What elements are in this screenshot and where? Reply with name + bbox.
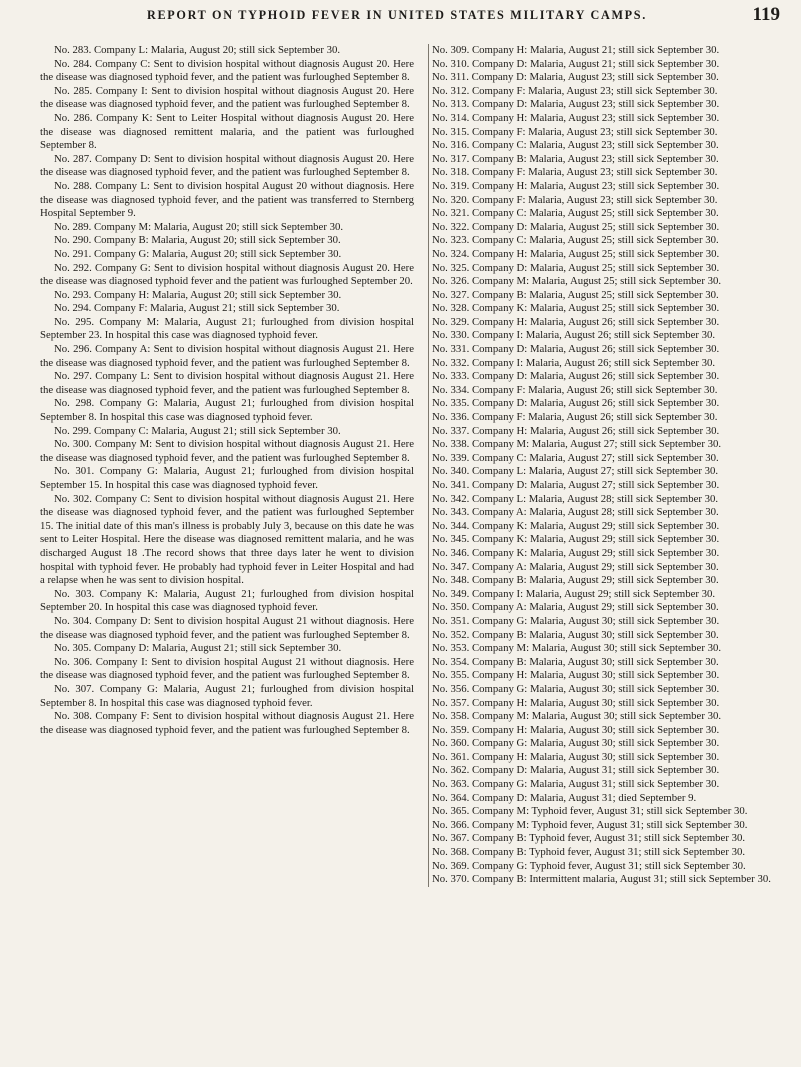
case-entry: No. 344. Company K: Malaria, August 29; still sick September 30. [432,519,720,532]
case-entry: No. 312. Company F: Malaria, August 23; still sick September 30. [432,84,718,97]
case-entry: No. 361. Company H: Malaria, August 30; still sick September 30. [432,750,720,763]
case-entry: No. 350. Company A: Malaria, August 29; still sick September 30. [432,601,719,614]
case-entry: No. 310. Company D: Malaria, August 21; still sick September 30. [432,57,720,70]
case-entry: No. 348. Company B: Malaria, August 29; still sick September 30. [432,574,719,587]
case-entry: No. 318. Company F: Malaria, August 23; still sick September 30. [432,166,718,179]
case-entry: No. 367. Company B: Typhoid fever, August 31; still sick September 30. [432,832,746,845]
case-entry: No. 368. Company B: Typhoid fever, August 31; still sick September 30. [432,846,746,859]
case-entry: No. 289. Company M: Malaria, August 20; still sick September 30. [54,220,344,233]
case-entry: No. 285. Company I: Sent to division hospital without diagnosis August 20. Here the disease was diagnosed typhoid fever, and the patient was furloughed September 8. [40,84,414,111]
case-entry: No. 331. Company D: Malaria, August 26; still sick September 30. [432,343,720,356]
case-entry: No. 358. Company M: Malaria, August 30; still sick September 30. [432,710,722,723]
case-entry: No. 343. Company A: Malaria, August 28; still sick September 30. [432,506,719,519]
page-header [40,2,780,28]
case-entry: No. 338. Company M: Malaria, August 27; still sick September 30. [432,438,722,451]
case-entry: No. 353. Company M: Malaria, August 30; still sick September 30. [432,642,722,655]
case-entry: No. 342. Company L: Malaria, August 28; still sick September 30. [432,492,719,505]
case-entry: No. 333. Company D: Malaria, August 26; still sick September 30. [432,370,720,383]
case-entry: No. 360. Company G: Malaria, August 30; still sick September 30. [432,737,720,750]
case-entry: No. 349. Company I: Malaria, August 29; still sick September 30. [432,587,716,600]
case-entry: No. 292. Company G: Sent to division hospital without diagnosis August 20. Here the disease was diagnosed typhoid fever and the patient was furloughed September 20. [40,261,414,288]
case-entry: No. 322. Company D: Malaria, August 25; still sick September 30. [432,220,720,233]
case-entry: No. 307. Company G: Malaria, August 21; furloughed from division hospital September 8. In hospital this case was diagnosed typhoid fever. [40,682,414,709]
case-entry: No. 334. Company F: Malaria, August 26; still sick September 30. [432,383,718,396]
case-entry: No. 346. Company K: Malaria, August 29; still sick September 30. [432,546,720,559]
case-entry: No. 293. Company H: Malaria, August 20; still sick September 30. [54,288,342,301]
case-entry: No. 283. Company L: Malaria, August 20; still sick September 30. [54,44,341,56]
case-entry: No. 332. Company I: Malaria, August 26; still sick September 30. [432,356,716,369]
case-entry: No. 357. Company H: Malaria, August 30; still sick September 30. [432,696,720,709]
case-entry: No. 319. Company H: Malaria, August 23; still sick September 30. [432,179,720,192]
case-entry: No. 328. Company K: Malaria, August 25; still sick September 30. [432,302,720,315]
case-entry: No. 364. Company D: Malaria, August 31; died September 9. [432,791,697,804]
case-entry: No. 337. Company H: Malaria, August 26; still sick September 30. [432,424,720,437]
case-entry: No. 320. Company F: Malaria, August 23; still sick September 30. [432,193,718,206]
case-entry: No. 291. Company G: Malaria, August 20; still sick September 30. [54,247,342,260]
case-entry: No. 366. Company M: Typhoid fever, August 31; still sick September 30. [432,818,748,831]
case-entry: No. 356. Company G: Malaria, August 30; still sick September 30. [432,682,720,695]
case-entry: No. 317. Company B: Malaria, August 23; still sick September 30. [432,152,719,165]
case-entry: No. 326. Company M: Malaria, August 25; still sick September 30. [432,275,722,288]
case-entry: No. 354. Company B: Malaria, August 30; still sick September 30. [432,655,719,668]
case-entry: No. 302. Company C: Sent to division hospital without diagnosis August 21. Here the disease was diagnosed typhoid fever, and the patient was furloughed September 15. The initial date of this man's illness is probably July 3, because on this date he was sent to Leiter Hospital. Here the disease was diagnosed remittent malaria, and he was discharged August 18 .The record shows that three days later he went to division hospital with typhoid fever. He probably had typhoid fever in Leiter Hospital and had a relapse when he was sent to division hospital. [40,492,414,587]
case-entry: No. 323. Company C: Malaria, August 25; still sick September 30. [432,234,719,247]
case-entry: No. 339. Company C: Malaria, August 27; still sick September 30. [432,451,719,464]
case-entry: No. 345. Company K: Malaria, August 29; still sick September 30. [432,533,720,546]
case-entry: No. 355. Company H: Malaria, August 30; still sick September 30. [432,669,720,682]
case-entry: No. 296. Company A: Sent to division hospital without diagnosis August 21. Here the disease was diagnosed typhoid fever, and the patient was furloughed September 8. [40,343,414,369]
case-entry: No. 303. Company K: Malaria, August 21; furloughed from division hospital September 20. In hospital this case was diagnosed typhoid fever. [40,587,414,614]
case-entry: No. 284. Company C: Sent to division hospital without diagnosis August 20. Here the disease was diagnosed typhoid fever, and the patient was furloughed September 8. [40,57,414,84]
case-entry: No. 370. Company B: Intermittent malaria, August 31; still sick September 30. [432,873,771,886]
case-entry: No. 313. Company D: Malaria, August 23; still sick September 30. [432,98,720,111]
case-entry: No. 362. Company D: Malaria, August 31; still sick September 30. [432,764,720,777]
case-entry: No. 294. Company F: Malaria, August 21; still sick September 30. [54,302,340,315]
case-entry: No. 330. Company I: Malaria, August 26; still sick September 30. [432,329,716,342]
case-entry: No. 300. Company M: Sent to division hospital without diagnosis August 21. Here the disease was diagnosed typhoid fever, and the patient was furloughed September 8. [40,438,414,464]
case-entry: No. 369. Company G: Typhoid fever, August 31; still sick September 30. [432,859,746,872]
case-entry: No. 359. Company H: Malaria, August 30; still sick September 30. [432,723,720,736]
case-entry: No. 340. Company L: Malaria, August 27; still sick September 30. [432,465,719,478]
case-entry: No. 297. Company L: Sent to division hospital without diagnosis August 21. Here the disease was diagnosed typhoid fever, and the patient was furloughed September 8. [40,370,414,396]
left-column [40,44,414,737]
case-entry: No. 304. Company D: Sent to division hospital August 21 without diagnosis. Here the disease was diagnosed typhoid fever, and the patient was furloughed September 8. [40,614,414,641]
case-entry: No. 327. Company B: Malaria, August 25; still sick September 30. [432,288,719,301]
case-entry: No. 325. Company D: Malaria, August 25; still sick September 30. [432,261,720,274]
case-entry: No. 306. Company I: Sent to division hospital August 21 without diagnosis. Here the disease was diagnosed typhoid fever, and the patient was furloughed September 8. [40,655,414,682]
case-entry: No. 298. Company G: Malaria, August 21; furloughed from division hospital September 8. In hospital this case was diagnosed typhoid fever. [40,397,414,424]
case-entry: No. 336. Company F: Malaria, August 26; still sick September 30. [432,411,718,424]
case-entry: No. 315. Company F: Malaria, August 23; still sick September 30. [432,125,718,138]
case-entry: No. 290. Company B: Malaria, August 20; still sick September 30. [54,234,341,247]
case-entry: No. 311. Company D: Malaria, August 23; still sick September 30. [432,71,719,84]
case-entry: No. 335. Company D: Malaria, August 26; still sick September 30. [432,397,720,410]
case-entry: No. 351. Company G: Malaria, August 30; still sick September 30. [432,614,720,627]
case-entry: No. 287. Company D: Sent to division hospital without diagnosis August 20. Here the disease was diagnosed typhoid fever, and the patient was furloughed September 8. [40,152,414,179]
case-entry: No. 347. Company A: Malaria, August 29; still sick September 30. [432,560,719,573]
case-entry: No. 309. Company H: Malaria, August 21; still sick September 30. [432,44,720,56]
case-entry: No. 363. Company G: Malaria, August 31; still sick September 30. [432,778,720,791]
case-entry: No. 329. Company H: Malaria, August 26; still sick September 30. [432,315,720,328]
case-entry: No. 314. Company H: Malaria, August 23; still sick September 30. [432,111,720,124]
page-number: 119 [752,4,780,25]
case-entry: No. 352. Company B: Malaria, August 30; still sick September 30. [432,628,719,641]
case-entry: No. 305. Company D: Malaria, August 21; still sick September 30. [54,642,342,655]
right-column [428,44,784,887]
case-entry: No. 341. Company D: Malaria, August 27; still sick September 30. [432,479,720,491]
case-entry: No. 286. Company K: Sent to Leiter Hospital without diagnosis August 20. Here the disease was diagnosed remittent malaria, and the patient was furloughed September 8. [40,111,414,152]
case-entry: No. 316. Company C: Malaria, August 23; still sick September 30. [432,139,719,152]
case-entry: No. 299. Company C: Malaria, August 21; still sick September 30. [54,424,341,437]
case-entry: No. 365. Company M: Typhoid fever, August 31; still sick September 30. [432,805,748,818]
case-entry: No. 301. Company G: Malaria, August 21; furloughed from division hospital September 15. In hospital this case was diagnosed typhoid fever. [40,465,414,491]
case-entry: No. 321. Company C: Malaria, August 25; still sick September 30. [432,207,719,220]
case-entry: No. 308. Company F: Sent to division hospital without diagnosis August 21. Here the disease was diagnosed typhoid fever, and the patient was furloughed September 8. [40,710,414,736]
case-entry: No. 295. Company M: Malaria, August 21; furloughed from division hospital September 23. In hospital this case was diagnosed typhoid fever. [40,315,414,342]
running-title: REPORT ON TYPHOID FEVER IN UNITED STATES MILITARY CAMPS. [146,7,648,22]
case-entry: No. 324. Company H: Malaria, August 25; still sick September 30. [432,247,720,260]
case-entry: No. 288. Company L: Sent to division hospital August 20 without diagnosis. Here the disease was diagnosed typhoid fever, and the patient was transferred to Sternberg Hospital September 9. [40,179,414,220]
